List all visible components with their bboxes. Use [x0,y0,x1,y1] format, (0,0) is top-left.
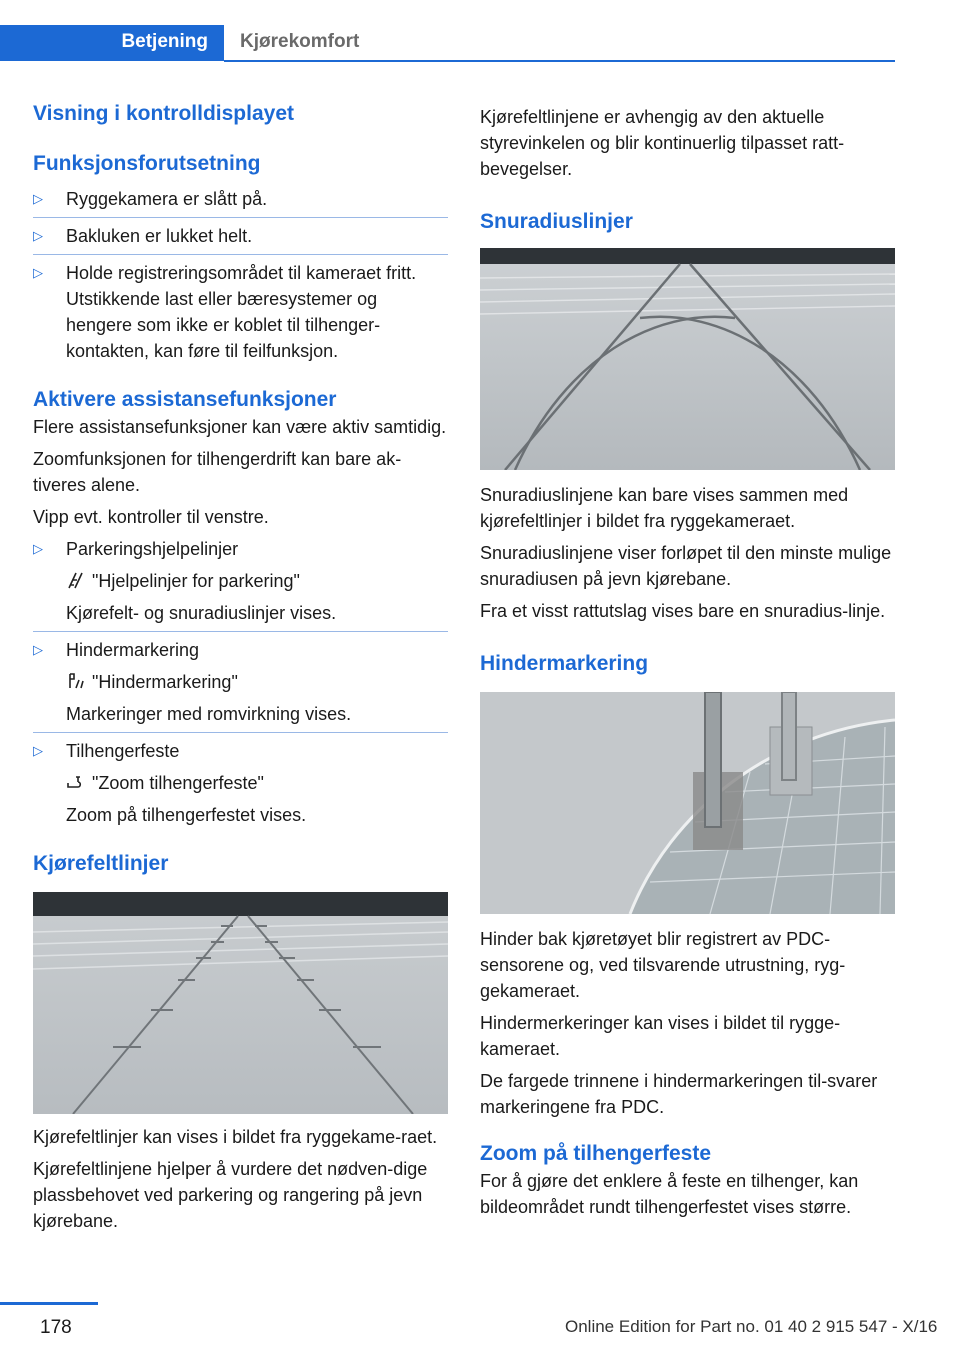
triangle-bullet-icon: ▷ [33,191,43,206]
triangle-bullet-icon: ▷ [33,228,43,243]
tab-kjorekomfort[interactable] [224,25,374,61]
obstacle-marking-image [480,692,895,914]
assist-list [33,738,448,764]
turn-radius-image [480,248,895,470]
assist-heading: Aktivere assistansefunksjoner [33,388,337,411]
list-item: ▷ Ryggekamera er slått på. [33,186,448,212]
option-line: "Zoom tilhengerfeste" [33,770,448,796]
option-line: "Hindermarkering" [33,669,448,695]
right-column [480,104,895,1220]
list-item: ▷ Holde registreringsområdet til kameraet fritt. Utstikkende last eller bæresystemer og hengere som ikke er koblet til tilhenger-kontakten, kan føre til feilfunksjon. [33,260,448,364]
obstacle-paragraph: Hindermerkeringer kan vises i bildet til rygge-kameraet. [480,1013,841,1059]
obstacle-paragraph: De fargede trinnene i hindermarkeringen til-svarer markeringene fra PDC. [480,1071,878,1117]
list-item: ▷ Tilhengerfeste [33,738,448,764]
lane-paragraph: Kjørefeltlinjene er avhengig av den aktuelle styrevinkelen og blir kontinuerlig tilpasset ratt-bevegelser. [480,107,845,179]
header-divider [224,60,895,62]
triangle-bullet-icon: ▷ [33,265,43,280]
trailer-hitch-icon [66,773,86,791]
option-description: Kjørefelt- og snuradiuslinjer vises. [66,603,337,623]
obstacle-paragraph: Hinder bak kjøretøyet blir registrert av PDC-sensorene og, ved tilsvarende utrustning, ryg-gekameraet. [480,929,846,1001]
assist-list [33,536,448,562]
triangle-bullet-icon: ▷ [33,642,43,657]
zoom-heading: Zoom på tilhengerfeste [480,1142,712,1165]
lane-paragraph: Kjørefeltlinjene hjelper å vurdere det nødven-dige plassbehovet ved parkering og rangering på jevn kjørebane. [33,1159,428,1231]
parking-lines-icon [66,571,86,589]
turn-radius-paragraph: Snuradiuslinjene viser forløpet til den minste mulige snuradiusen på jevn kjørebane. [480,543,892,589]
assist-paragraph: Vipp evt. kontroller til venstre. [33,507,269,527]
option-description: Zoom på tilhengerfestet vises. [66,805,307,825]
footer-line [0,1302,98,1305]
lane-lines-image [33,892,448,1114]
page-number: 178 [40,1317,72,1338]
assist-paragraph: Zoomfunksjonen for tilhengerdrift kan bare ak-tiveres alene. [33,449,402,495]
list-item: ▷ Bakluken er lukket helt. [33,223,448,249]
option-description: Markeringer med romvirkning vises. [66,704,352,724]
list-item: ▷ Parkeringshjelpelinjer [33,536,448,562]
edition-label: Online Edition for Part no. 01 40 2 915 547 - X/16 [565,1317,938,1336]
obstacle-marking-icon [66,672,86,690]
assist-list [33,637,448,663]
tab-betjening[interactable] [0,25,224,61]
option-line: "Hjelpelinjer for parkering" [33,568,448,594]
assist-paragraph: Flere assistansefunksjoner kan være aktiv samtidig. [33,417,447,437]
triangle-bullet-icon: ▷ [33,743,43,758]
header-tabs [0,25,895,61]
triangle-bullet-icon: ▷ [33,541,43,556]
turn-radius-paragraph: Snuradiuslinjene kan bare vises sammen med kjørefeltlinjer i bildet fra ryggekameraet. [480,485,849,531]
tab-kjorekomfort-label: Kjørekomfort [240,31,360,52]
lane-heading: Kjørefeltlinjer [33,852,169,875]
turn-radius-heading: Snuradiuslinjer [480,210,633,233]
requirements-list [33,186,448,364]
zoom-paragraph: For å gjøre det enklere å feste en tilhenger, kan bildeområdet rundt tilhengerfestet vises større. [480,1171,859,1217]
left-column [33,100,448,1234]
list-item: ▷ Hindermarkering [33,637,448,663]
section-title: Visning i kontrolldisplayet [33,102,294,125]
obstacle-heading: Hindermarkering [480,652,649,675]
requirements-heading: Funksjonsforutsetning [33,152,261,175]
turn-radius-paragraph: Fra et visst rattutslag vises bare en snuradius-linje. [480,601,886,621]
tab-betjening-label: Betjening [121,31,208,52]
lane-paragraph: Kjørefeltlinjer kan vises i bildet fra ryggekame-raet. [33,1127,438,1147]
